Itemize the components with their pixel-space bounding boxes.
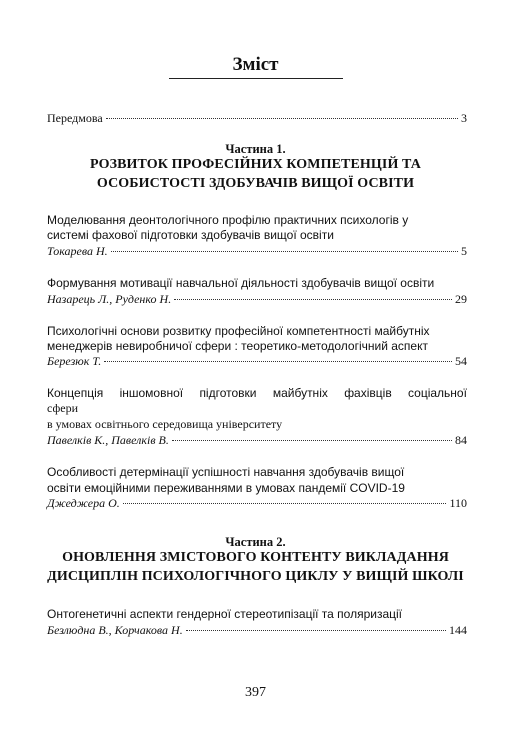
entry-authors: Джеджера О. [47, 496, 120, 510]
page-ref: 3 [461, 111, 467, 125]
toc-entry-preface [47, 111, 467, 125]
dot-leader [186, 629, 446, 631]
entry-title-line: освіти емоційними переживаннями в умовах пандемії COVID-19 [47, 481, 405, 495]
entry-authors: Токарева Н. [47, 244, 108, 258]
entry-title-line: Онтогенетичні аспекти гендерної стереотипізації та поляризації [47, 607, 403, 621]
entry-authors: Павелків К., Павелків В. [47, 433, 169, 447]
dot-leader [104, 360, 452, 362]
page-ref: 5 [461, 244, 467, 258]
part-1-title-line-2: ОСОБИСТОСТІ ЗДОБУВАЧІВ ВИЩОЇ ОСВІТИ [96, 176, 415, 191]
toc-entry-authors-line [47, 244, 467, 258]
entry-title-word: соціальної [408, 386, 467, 400]
page-ref: 110 [449, 496, 467, 510]
page-ref: 84 [455, 433, 467, 447]
part-2-title-line-1: ОНОВЛЕННЯ ЗМІСТОВОГО КОНТЕНТУ ВИКЛАДАННЯ [62, 550, 449, 565]
page-ref: 29 [455, 292, 467, 306]
entry-title-line: Психологічні основи розвитку професійної компетентності майбутніх [47, 324, 430, 338]
entry-authors: Назарець Л., Руденко Н. [47, 292, 172, 306]
dot-leader [172, 439, 452, 441]
page-title: Зміст [232, 54, 279, 75]
toc-entry-authors-line [47, 433, 467, 447]
entry-title-line: менеджерів невиробничої сфери : теоретико-методологічний аспект [47, 339, 428, 353]
part-1-label: Частина 1. [225, 142, 286, 156]
toc-entry-authors-line [47, 292, 467, 306]
preface-label: Передмова [47, 111, 103, 125]
part-2-title-line-2: ДИСЦИПЛІН ПСИХОЛОГІЧНОГО ЦИКЛУ У ВИЩІЙ ШКОЛІ [47, 569, 464, 584]
dot-leader [106, 117, 458, 119]
toc-entry-authors-line [47, 623, 467, 637]
page-number: 397 [245, 685, 266, 700]
entry-title-line: Формування мотивації навчальної діяльності здобувачів вищої освіти [47, 276, 435, 290]
toc-entry-authors-line [47, 354, 467, 368]
dot-leader [111, 250, 458, 252]
entry-title-word: Концепція [47, 386, 104, 400]
part-1-title-line-1: РОЗВИТОК ПРОФЕСІЙНИХ КОМПЕТЕНЦІЙ ТА [90, 157, 421, 172]
toc-entry-authors-line [47, 496, 467, 510]
entry-title-word: іншомовної [119, 386, 184, 400]
entry-authors: Березюк Т. [47, 354, 102, 368]
entry-title-line: системі фахової підготовки здобувачів вищої освіти [47, 228, 334, 242]
title-underline [169, 78, 343, 79]
entry-title-line: сфери [47, 401, 78, 415]
entry-authors: Безлюдна В., Корчакова Н. [47, 623, 183, 637]
page-ref: 144 [449, 623, 467, 637]
entry-title-line: Моделювання деонтологічного профілю практичних психологів у [47, 213, 409, 227]
entry-title-word: підготовки [199, 386, 257, 400]
entry-title-word: фахівців [344, 386, 392, 400]
page-ref: 54 [455, 354, 467, 368]
entry-title-line-justified [47, 386, 467, 400]
entry-title-word: майбутніх [272, 386, 328, 400]
part-2-label: Частина 2. [225, 535, 286, 549]
entry-title-line: Особливості детермінації успішності навчання здобувачів вищої [47, 465, 405, 479]
dot-leader [174, 298, 452, 300]
dot-leader [123, 502, 447, 504]
entry-title-line: в умовах освітнього середовища університету [47, 417, 283, 431]
